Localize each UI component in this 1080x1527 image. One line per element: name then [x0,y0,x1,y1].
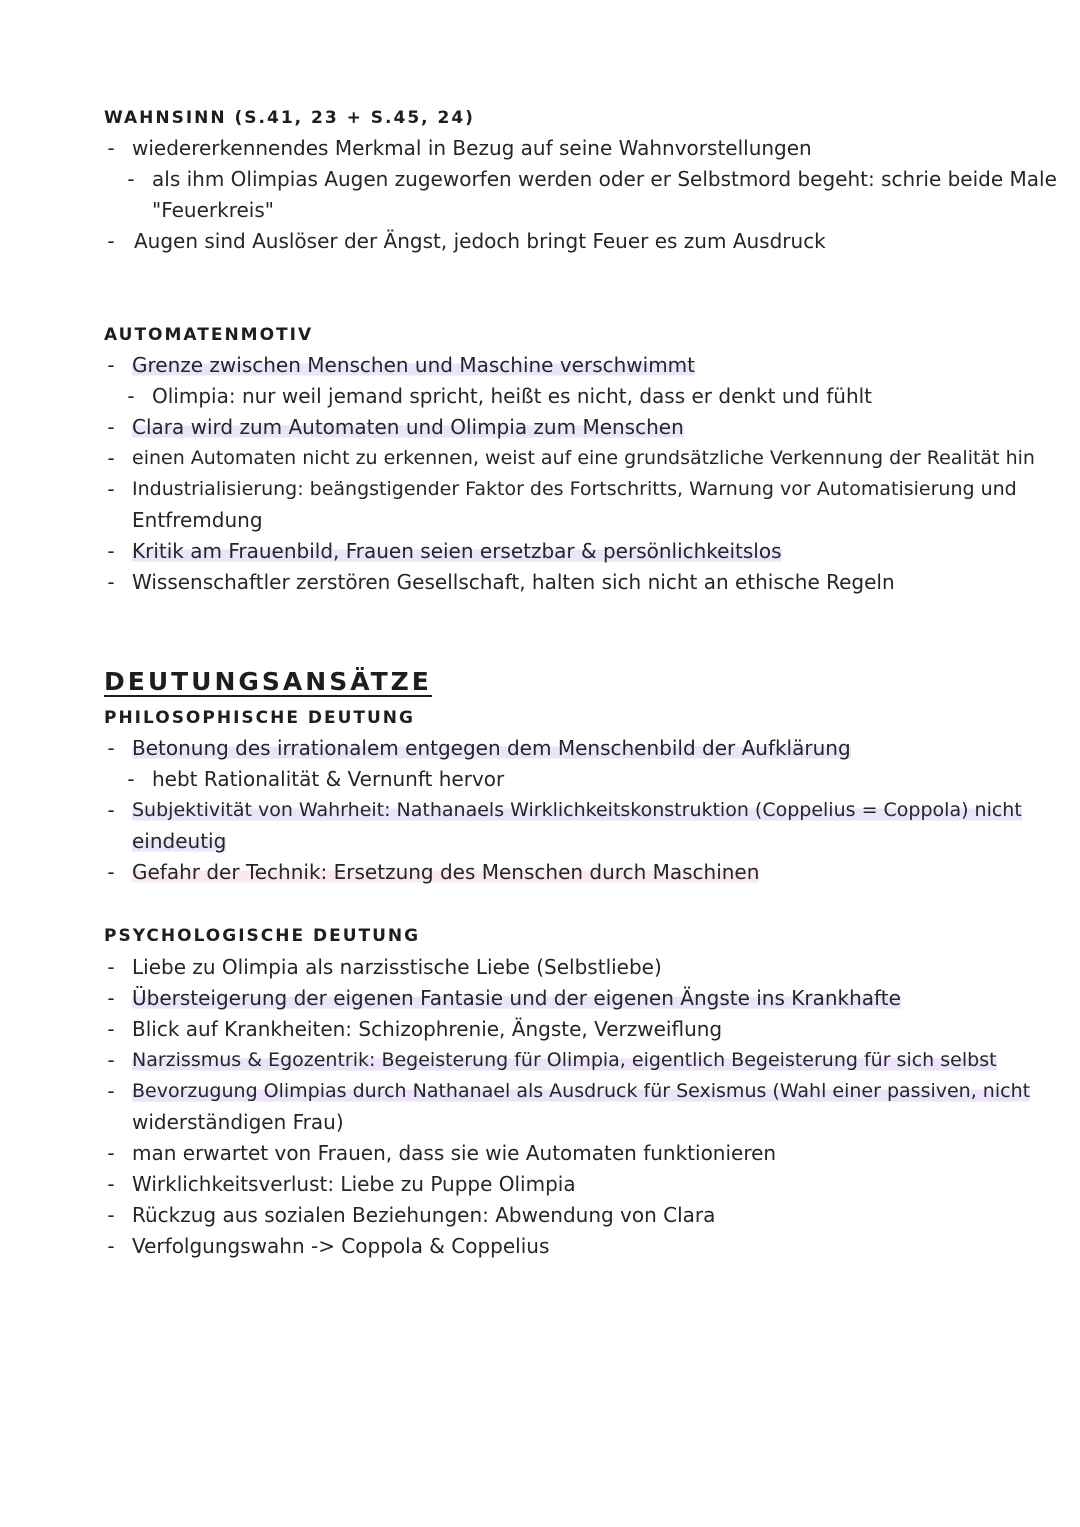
bullet-dash: - [107,446,115,470]
list-item [104,983,1004,1013]
heading-philosophische-deutung: PHILOSOPHISCHE DEUTUNG [104,708,415,728]
list-item [104,536,1004,566]
list-item-text: hebt Rationalität & Vernunft hervor [152,767,505,791]
list-item [104,1200,1004,1230]
bullet-dash: - [107,1141,115,1165]
bullet-dash: - [107,1172,115,1196]
bullet-dash: - [107,1234,115,1258]
heading-deutungsansaetze: DEUTUNGSANSÄTZE [104,667,432,696]
bullet-dash: - [107,986,115,1010]
list-item-text: Entfremdung [132,508,263,532]
heading-wahnsinn: WAHNSINN (S.41, 23 + S.45, 24) [104,108,475,128]
bullet-dash: - [107,136,115,160]
list-item-text: Übersteigerung der eigenen Fantasie und der eigenen Ängste ins Krankhafte [132,983,901,1013]
list-item [104,795,1022,825]
heading-automatenmotiv: AUTOMATENMOTIV [104,325,314,345]
list-item-text: wiedererkennendes Merkmal in Bezug auf seine Wahnvorstellungen [132,136,812,160]
list-item-text: einen Automaten nicht zu erkennen, weist auf eine grundsätzliche Verkennung der Realität hin [132,447,1035,469]
bullet-dash: - [107,1079,115,1103]
list-item [104,857,1004,887]
bullet-dash: - [107,736,115,760]
list-item [104,1045,1054,1075]
list-item-text: eindeutig [132,826,226,856]
bullet-dash: - [107,1048,115,1072]
bullet-dash: - [107,860,115,884]
list-item [104,952,1004,982]
list-item [104,226,1004,256]
list-item-text: Subjektivität von Wahrheit: Nathanaels Wirklichkeitskonstruktion (Coppelius = Coppola) nicht [132,795,1022,825]
bullet-dash: - [107,229,115,253]
bullet-dash: - [127,167,135,191]
list-item-text: Olimpia: nur weil jemand spricht, heißt es nicht, dass er denkt und fühlt [152,384,873,408]
list-item-continuation [132,826,1004,856]
heading-psychologische-deutung: PSYCHOLOGISCHE DEUTUNG [104,926,421,946]
list-item-text: Blick auf Krankheiten: Schizophrenie, Ängste, Verzweiflung [132,1017,723,1041]
bullet-dash: - [127,767,135,791]
bullet-dash: - [107,1017,115,1041]
list-item [104,1138,1004,1168]
list-item-text: Industrialisierung: beängstigender Faktor des Fortschritts, Warnung vor Automatisierung und [132,478,1017,500]
list-item [104,1169,1004,1199]
bullet-dash: - [107,539,115,563]
list-item [104,1231,1004,1261]
list-item-continuation [132,505,1004,535]
bullet-dash: - [127,384,135,408]
list-item-text: Verfolgungswahn -> Coppola & Coppelius [132,1234,550,1258]
list-item [104,443,1054,473]
list-item-text: Clara wird zum Automaten und Olimpia zum Menschen [132,412,684,442]
list-item-text: Kritik am Frauenbild, Frauen seien ersetzbar & persönlichkeitslos [132,536,782,566]
list-item-text: Grenze zwischen Menschen und Maschine verschwimmt [132,350,695,380]
list-item [104,1014,1004,1044]
list-item-text: Augen sind Auslöser der Ängst, jedoch bringt Feuer es zum Ausdruck [134,229,826,253]
bullet-dash: - [107,570,115,594]
list-item-text: man erwartet von Frauen, dass sie wie Automaten funktionieren [132,1141,777,1165]
bullet-dash: - [107,798,115,822]
list-item [104,474,1017,504]
list-item [104,567,1004,597]
bullet-dash: - [107,415,115,439]
list-item-text: Gefahr der Technik: Ersetzung des Menschen durch Maschinen [132,857,759,887]
list-item-text: Wirklichkeitsverlust: Liebe zu Puppe Olimpia [132,1172,576,1196]
list-item-text: als ihm Olimpias Augen zugeworfen werden oder er Selbstmord begeht: schrie beide Male [152,167,1057,191]
list-item [124,764,1004,794]
list-item [124,164,1057,194]
list-item [104,350,1004,380]
bullet-dash: - [107,477,115,501]
list-item-text: Rückzug aus sozialen Beziehungen: Abwendung von Clara [132,1203,716,1227]
bullet-dash: - [107,353,115,377]
list-item-text: Wissenschaftler zerstören Gesellschaft, halten sich nicht an ethische Regeln [132,570,895,594]
list-item-text: Betonung des irrationalem entgegen dem Menschenbild der Aufklärung [132,733,851,763]
list-item-text: widerständigen Frau) [132,1110,344,1134]
list-item [104,733,1004,763]
list-item [104,133,1004,163]
list-item-text: Bevorzugung Olimpias durch Nathanael als Ausdruck für Sexismus (Wahl einer passiven, nicht [132,1076,1030,1106]
list-item [124,381,1004,411]
list-item-text: "Feuerkreis" [152,198,274,222]
bullet-dash: - [107,955,115,979]
list-item-continuation [132,1107,1004,1137]
list-item-text: Narzissmus & Egozentrik: Begeisterung für Olimpia, eigentlich Begeisterung für sich selbst [132,1045,997,1075]
list-item-text: Liebe zu Olimpia als narzisstische Liebe (Selbstliebe) [132,955,662,979]
bullet-dash: - [107,1203,115,1227]
list-item [104,412,1004,442]
list-item [104,1076,1031,1106]
list-item-continuation [152,195,1004,225]
